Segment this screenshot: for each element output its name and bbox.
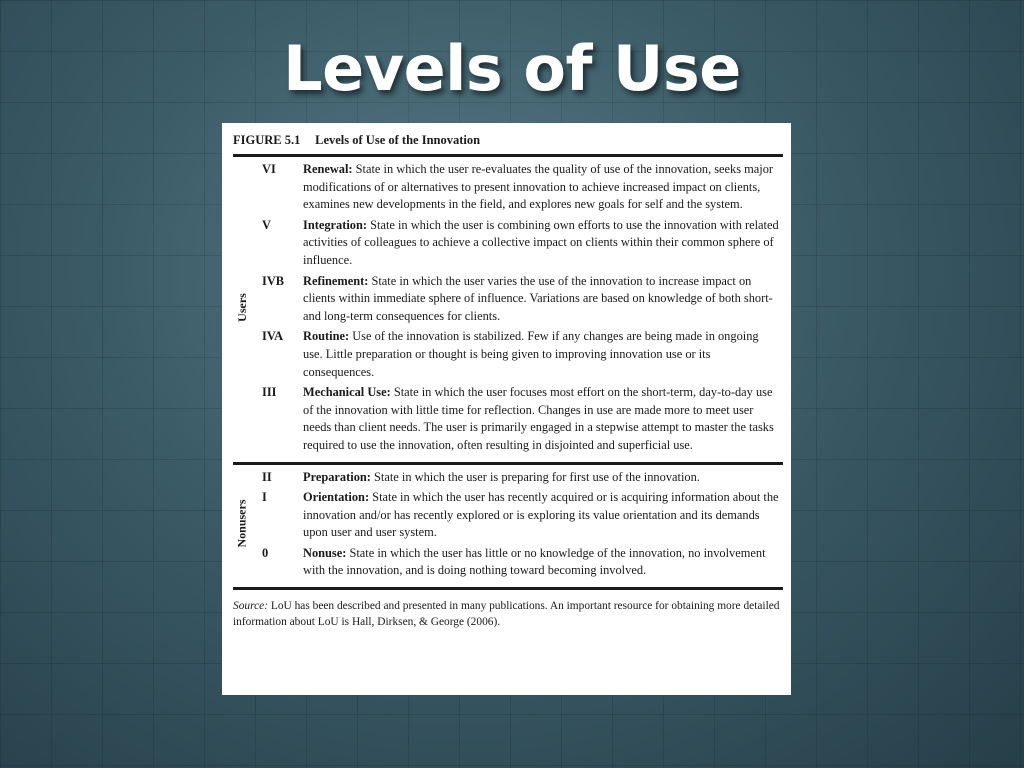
level-code: 0: [262, 545, 269, 560]
nonusers-group: [233, 465, 783, 584]
level-text: State in which the user has recently acquired or is acquiring information about the innovation and/or has recently explored or is exploring its value orientation and its demands upon user and user system.: [303, 490, 779, 540]
level-code: IVB: [262, 273, 285, 288]
level-row: [251, 273, 783, 326]
figure-source-note: [233, 590, 783, 630]
level-code: II: [262, 469, 272, 484]
level-code: VI: [262, 162, 276, 176]
level-term: Refinement:: [303, 273, 369, 288]
nonusers-rows: [251, 465, 783, 584]
level-text: State in which the user varies the use of the innovation to increase impact on clients within immediate sphere of influence. Variations are based on knowledge of both short- and long-term consequences for clients.: [303, 273, 773, 323]
level-row: [251, 328, 783, 381]
level-text: State in which the user focuses most effort on the short-term, day-to-day use of the innovation with little time for reflection. Changes in use are made more to meet user needs than client needs. The user is primarily engaged in a stepwise attempt to master the tasks required to use the innovation, often resulting in disjointed and superficial use.: [303, 385, 774, 452]
level-description: [303, 161, 783, 214]
level-row: [251, 217, 783, 270]
level-row: [251, 545, 783, 580]
source-label: Source:: [233, 600, 269, 613]
figure-header: [233, 133, 783, 150]
level-text: State in which the user is combining own efforts to use the innovation with related activities of colleagues to achieve a collective impact on clients within their common sphere of influence.: [303, 217, 779, 267]
level-row: [251, 161, 783, 214]
level-description: [303, 489, 783, 542]
level-code: V: [262, 217, 271, 232]
level-description: [303, 328, 783, 381]
level-term: Integration:: [303, 217, 368, 232]
users-group: [233, 157, 783, 458]
figure-number: FIGURE 5.1: [233, 133, 301, 147]
level-row: [251, 469, 783, 487]
users-rows: [251, 157, 783, 458]
level-row: [251, 489, 783, 542]
level-term: Routine:: [303, 329, 350, 344]
level-code: III: [262, 385, 277, 400]
level-description: [303, 273, 783, 326]
level-description: [303, 545, 783, 580]
level-text: Use of the innovation is stabilized. Few if any changes are being made in ongoing use. Little preparation or thought is being given to improving innovation use or its consequences.: [303, 329, 759, 379]
level-text: State in which the user is preparing for first use of the innovation.: [370, 469, 700, 484]
level-text: State in which the user has little or no knowledge of the innovation, no involvement with the innovation, and is doing nothing toward becoming involved.: [303, 545, 766, 578]
level-text: State in which the user re-evaluates the quality of use of the innovation, seeks major modifications of or alternatives to present innovation to achieve increased impact on clients, examines new developments in the field, and explores new goals for self and the system.: [303, 162, 774, 212]
level-description: [303, 217, 783, 270]
level-description: [303, 469, 783, 487]
level-term: Preparation:: [303, 469, 371, 484]
level-row: [251, 384, 783, 454]
nonusers-group-label: Nonusers: [234, 499, 249, 548]
figure-table-image: [222, 123, 791, 695]
slide-title: Levels of Use: [283, 32, 741, 105]
level-code: I: [262, 490, 267, 505]
level-term: Mechanical Use:: [303, 385, 391, 400]
users-group-label: Users: [234, 292, 249, 322]
figure-caption: Levels of Use of the Innovation: [315, 133, 481, 147]
source-text: LoU has been described and presented in many publications. An important resource for obtaining more detailed information about LoU is Hall, Dirksen, & George (2006).: [233, 600, 780, 629]
level-term: Orientation:: [303, 490, 370, 505]
level-term: Nonuse:: [303, 545, 347, 560]
level-description: [303, 384, 783, 454]
level-term: Renewal:: [303, 162, 353, 176]
level-code: IVA: [262, 329, 284, 344]
